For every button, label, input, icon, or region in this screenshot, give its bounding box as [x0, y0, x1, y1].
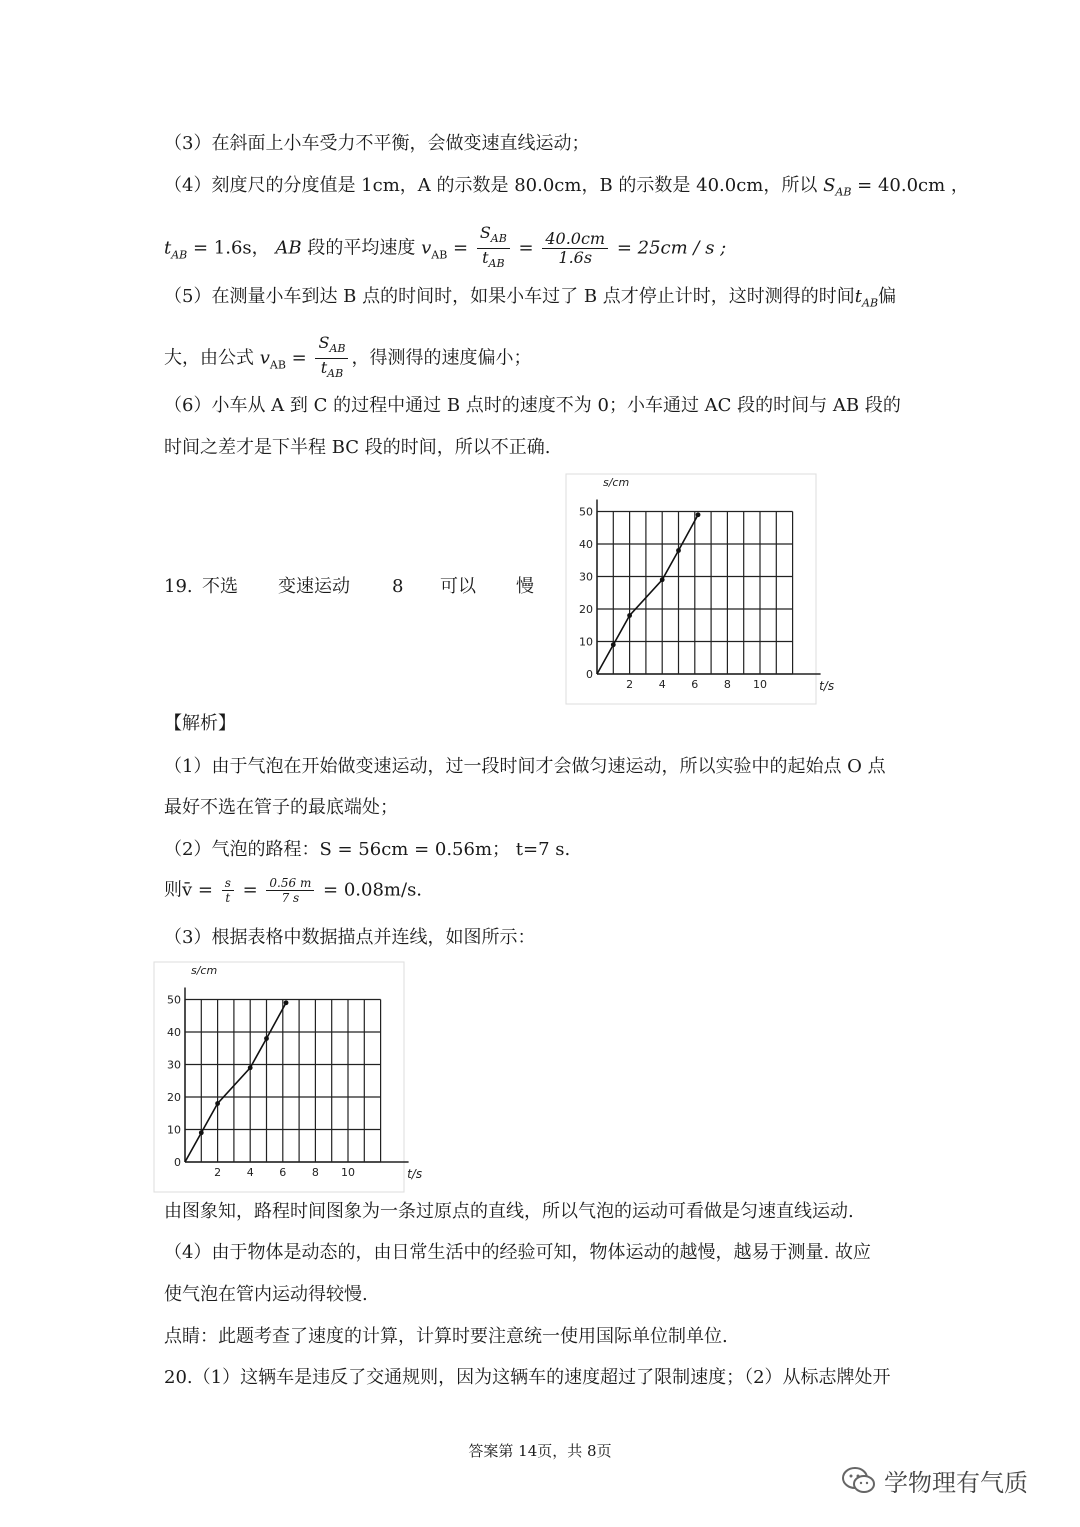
q19-answer-5: 慢	[516, 576, 534, 597]
chart-frame	[566, 474, 816, 704]
x-tick-label: 10	[753, 678, 767, 691]
analysis-p2: （2）气泡的路程：S = 56cm = 0.56m； t=7 s.	[164, 839, 571, 860]
chart-s-t-1	[566, 474, 835, 704]
data-point	[264, 1036, 269, 1041]
data-point	[611, 642, 616, 647]
y-tick-label: 20	[167, 1091, 181, 1104]
analysis-p1-line1: （1）由于气泡在开始做变速运动，过一段时间才会做匀速运动，所以实验中的起始点 O 点	[164, 756, 886, 777]
q20-start: 20.（1）这辆车是违反了交通规则，因为这辆车的速度超过了限制速度；（2）从标志牌处开	[164, 1367, 891, 1388]
y-tick-label: 50	[579, 505, 593, 519]
x-tick-label: 2	[626, 678, 634, 691]
item-3: （3）在斜面上小车受力不平衡，会做变速直线运动；	[164, 133, 590, 154]
data-point	[284, 1000, 289, 1005]
fraction-s-over-t: $\frac{S_{AB}}{t_{AB}}$	[477, 224, 510, 273]
q19-number: 19.	[164, 576, 193, 597]
item-4-line1: （4）刻度尺的分度值是 1cm，A 的示数是 80.0cm，B 的示数是 40.0cm，所以 $S_{AB} = 40.0cm$ ，	[164, 175, 969, 199]
fraction-values: $\frac{40.0cm}{1.6s}$	[542, 230, 608, 267]
data-point	[627, 613, 632, 618]
q19-answer-4: 可以	[440, 576, 476, 597]
y-tick-label: 20	[579, 603, 593, 616]
x-tick-label: 6	[691, 678, 699, 691]
analysis-p1-line2: 最好不选在管子的最底端处；	[164, 797, 398, 818]
item-5-line2: 大，由公式 $v_{AB}$ = $\frac{S_{AB}}{t_{AB}}$ ，得测得的速度偏小；	[164, 334, 531, 383]
x-tick-label: 4	[246, 1166, 254, 1179]
q19-answer-row	[164, 575, 564, 599]
data-point	[199, 1130, 204, 1135]
q19-answer-2: 变速运动	[278, 576, 350, 597]
watermark-text: 学物理有气质	[884, 1469, 1028, 1497]
data-point	[676, 548, 681, 553]
item-6-line1: （6）小车从 A 到 C 的过程中通过 B 点时的速度不为 0；小车通过 AC 段的时间与 AB 段的	[164, 395, 901, 416]
data-point	[248, 1065, 253, 1070]
data-point	[696, 512, 701, 517]
x-tick-label: 6	[279, 1166, 287, 1179]
watermark	[842, 1463, 1028, 1498]
y-tick-label: 50	[167, 993, 181, 1007]
y-tick-label: 10	[167, 1123, 181, 1137]
x-tick-label: 10	[341, 1166, 355, 1179]
item-6-line2: 时间之差才是下半程 BC 段的时间，所以不正确.	[164, 437, 551, 458]
data-point	[660, 577, 665, 582]
analysis-conclusion: 由图象知，路程时间图象为一条过原点的直线，所以气泡的运动可看做是匀速直线运动.	[164, 1201, 854, 1222]
y-tick-label: 40	[167, 1026, 181, 1039]
analysis-p4-line1: （4）由于物体是动态的，由日常生活中的经验可知，物体运动的越慢，越易于测量. 故应	[164, 1242, 871, 1263]
y-tick-label: 10	[579, 635, 593, 649]
item-4-line2: $t_{AB} = 1.6s$， AB 段的平均速度 $v_{AB}$ = $\frac{S_{AB}}{t_{AB}}$ = $\frac{40.0cm}{1.6s}$ = 25cm / s ;	[164, 224, 726, 273]
data-point	[215, 1101, 220, 1106]
fraction-s-over-t-2: $\frac{S_{AB}}{t_{AB}}$	[315, 334, 348, 383]
chart-s-t-2	[154, 962, 423, 1192]
analysis-comment: 点睛：此题考查了速度的计算，计算时要注意统一使用国际单位制单位.	[164, 1326, 728, 1347]
y-tick-label: 40	[579, 538, 593, 551]
y-tick-label: 0	[586, 668, 593, 681]
x-tick-label: 4	[658, 678, 666, 691]
x-tick-label: 8	[311, 1166, 319, 1179]
y-axis-label: s/cm	[191, 964, 218, 977]
analysis-heading: 【解析】	[164, 713, 236, 734]
analysis-p2b: 则v̄ = $\frac{s}{t}$ = $\frac{0.56 m}{7 s}$ = 0.08m/s.	[164, 876, 423, 905]
x-axis-label: t/s	[407, 1167, 423, 1181]
y-tick-label: 30	[579, 570, 593, 584]
x-tick-label: 2	[214, 1166, 222, 1179]
q19-answer-3: 8	[392, 576, 404, 597]
y-axis-label: s/cm	[603, 476, 630, 489]
q19-answer-1: 不选	[202, 576, 238, 597]
item-5-line1: （5）在测量小车到达 B 点的时间时，如果小车过了 B 点才停止计时，这时测得的时间$t_{AB}$偏	[164, 286, 897, 310]
y-tick-label: 0	[174, 1156, 181, 1169]
page-footer: 答案第 14页，共 8页	[468, 1442, 612, 1460]
analysis-p4-line2: 使气泡在管内运动得较慢.	[164, 1284, 368, 1305]
wechat-icon	[842, 1467, 876, 1495]
x-tick-label: 8	[723, 678, 731, 691]
analysis-p3: （3）根据表格中数据描点并连线，如图所示：	[164, 927, 536, 948]
x-axis-label: t/s	[819, 679, 835, 693]
chart-frame	[154, 962, 404, 1192]
y-tick-label: 30	[167, 1058, 181, 1072]
